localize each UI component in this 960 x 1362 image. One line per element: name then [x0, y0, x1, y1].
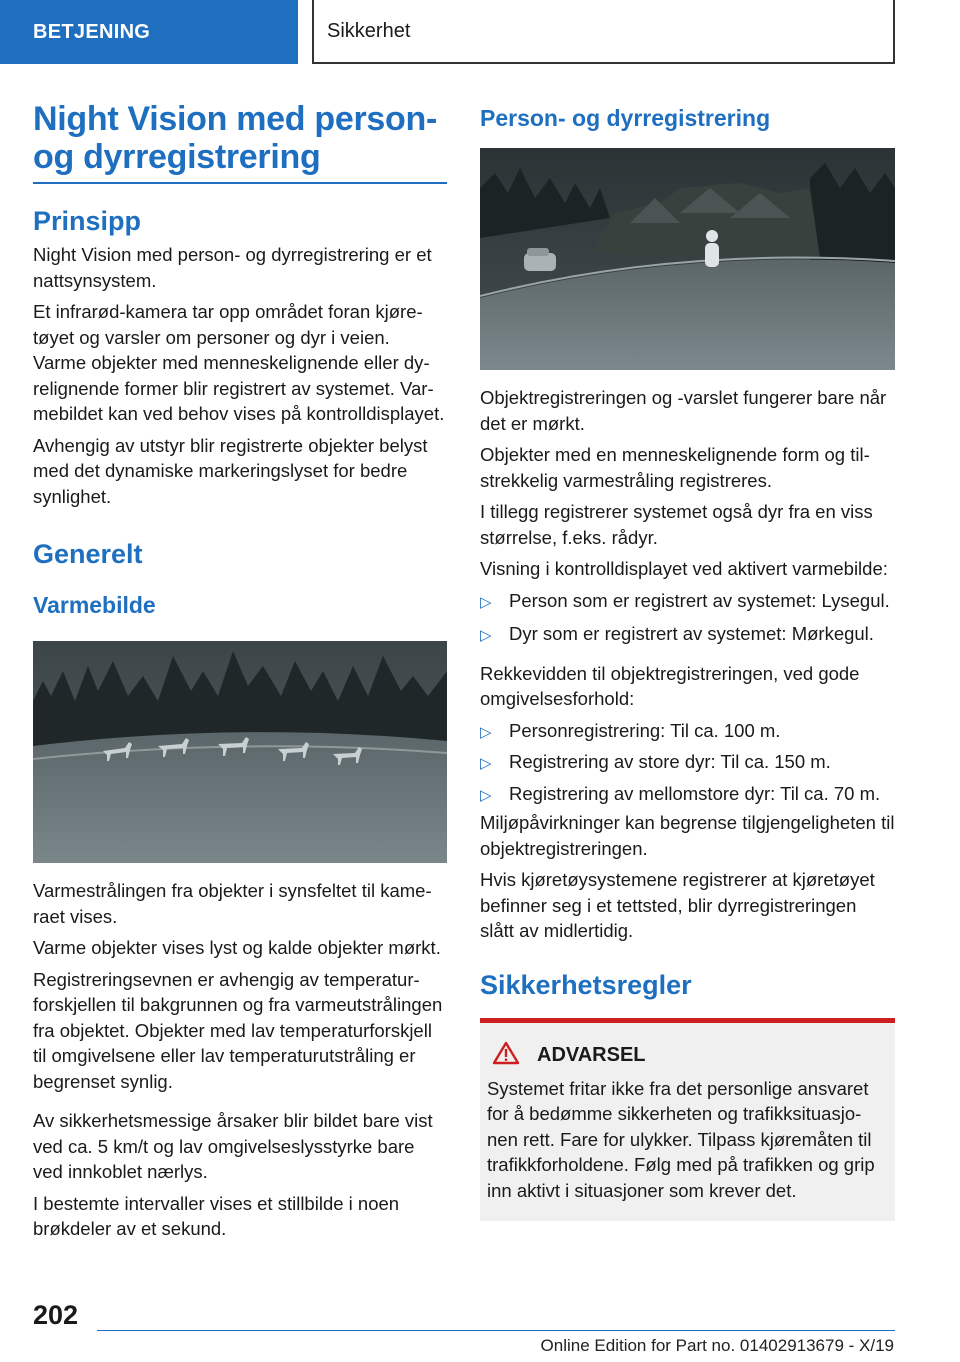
paragraph: Registreringsevnen er avhengig av temperaturforskjellen til bakgrunnen og fra varmeutstrålingen fra objektet. Objekter med lav temperaturforskjell til omgivelsene eller lav temperaturutstråling er begrenset synlig.: [33, 968, 443, 1092]
paragraph: Rekkevidden til objektregistreringen, ved gode omgivelsesforhold:: [480, 662, 860, 709]
paragraph: Avhengig av utstyr blir registrerte objekter belyst med det dynamiske markeringslyset for bedre synlighet.: [33, 434, 428, 507]
list-item: ▷ Personregistrering: Til ca. 100 m.: [480, 718, 895, 744]
warning-box: [480, 1018, 895, 1222]
paragraph: Varme objekter vises lyst og kalde objekter mørkt.: [33, 937, 441, 958]
paragraph: Av sikkerhetsmessige årsaker blir bildet bare vist ved ca. 5 km/t og lav omgivelseslysstyrke bare ved innkoblet nærlys.: [33, 1110, 433, 1182]
left-column: [33, 100, 447, 1242]
paragraph: Et infrarød-kamera tar opp området foran kjøretøyet og varsler om personer og dyr i veien. Varme objekter med menneskelignende eller dyrelignende former blir registrert av systemet. Varmebildet kan ved behov vises på kontrolldisplayet.: [33, 301, 445, 424]
triangle-right-icon: ▷: [480, 723, 492, 741]
paragraph: Objekter med en menneskelignende form og tilstrekkelig varmestråling registreres.: [480, 444, 870, 491]
list-item: ▷ Registrering av mellomstore dyr: Til ca. 70 m.: [480, 781, 895, 807]
warning-text: Systemet fritar ikke fra det personlige ansvaret for å bedømme sikkerheten og trafikksituasjonen rett. Fare for ulykker. Tilpass kjøremåten til trafikkforholdene. Følg med på trafikken og grip inn aktivt i situasjoner som krever det.: [487, 1077, 875, 1201]
heading-registrering: Person- og dyrregistrering: [480, 105, 771, 131]
paragraph: Hvis kjøretøysystemene registrerer at kjøretøyet befinner seg i et tettsted, blir dyrregistreringen slått av midlertidig.: [480, 869, 875, 941]
footer-edition: Online Edition for Part no. 01402913679 - X/19: [540, 1336, 894, 1355]
warning-title: ADVARSEL: [537, 1044, 646, 1066]
list-item: ▷ Dyr som er registrert av systemet: Mørkegul.: [480, 621, 895, 647]
triangle-right-icon: ▷: [480, 627, 492, 644]
list-item: ▷ Person som er registrert av systemet: Lysegul.: [480, 588, 895, 614]
section-tab: BETJENING: [0, 0, 298, 64]
page-title: [33, 100, 447, 184]
thermal-image-animals: [33, 641, 447, 868]
range-list: [480, 718, 895, 807]
subsection-title: Sikkerhet: [312, 0, 895, 64]
page-title-line2: og dyrregistrering: [33, 138, 321, 176]
list-item: ▷ Registrering av store dyr: Til ca. 150 m.: [480, 749, 895, 775]
heading-generelt: Generelt: [33, 539, 143, 569]
page-number: 202: [33, 1300, 79, 1330]
paragraph: Varmestrålingen fra objekter i synsfeltet til kameraet vises.: [33, 880, 432, 927]
warning-header: [487, 1041, 885, 1070]
footer-divider: [97, 1330, 895, 1331]
heading-sikkerhetsregler: Sikkerhetsregler: [480, 969, 692, 1000]
right-column: [480, 100, 895, 1221]
paragraph: Miljøpåvirkninger kan begrense tilgjengeligheten til objektregistreringen.: [480, 812, 895, 859]
heading-prinsipp: Prinsipp: [33, 206, 142, 236]
paragraph: I tillegg registrerer systemet også dyr fra en viss størrelse, f.eks. rådyr.: [480, 501, 873, 548]
warning-triangle-icon: [492, 1041, 524, 1070]
triangle-right-icon: ▷: [480, 786, 492, 804]
paragraph: I bestemte intervaller vises et stillbilde i noen brøkdeler av et sekund.: [33, 1192, 400, 1239]
paragraph: Objektregistreringen og -varslet fungerer bare når det er mørkt.: [480, 387, 887, 434]
heading-varmebilde: Varmebilde: [33, 592, 156, 618]
paragraph: Visning i kontrolldisplayet ved aktivert varmebilde:: [480, 558, 888, 579]
triangle-right-icon: ▷: [480, 593, 492, 611]
triangle-right-icon: ▷: [480, 755, 492, 772]
paragraph: Night Vision med person- og dyrregistrering er et nattsynsystem.: [33, 244, 432, 291]
display-list: [480, 588, 895, 647]
page-title-line1: Night Vision med person-: [33, 100, 437, 138]
thermal-image-pedestrian: [480, 148, 895, 375]
